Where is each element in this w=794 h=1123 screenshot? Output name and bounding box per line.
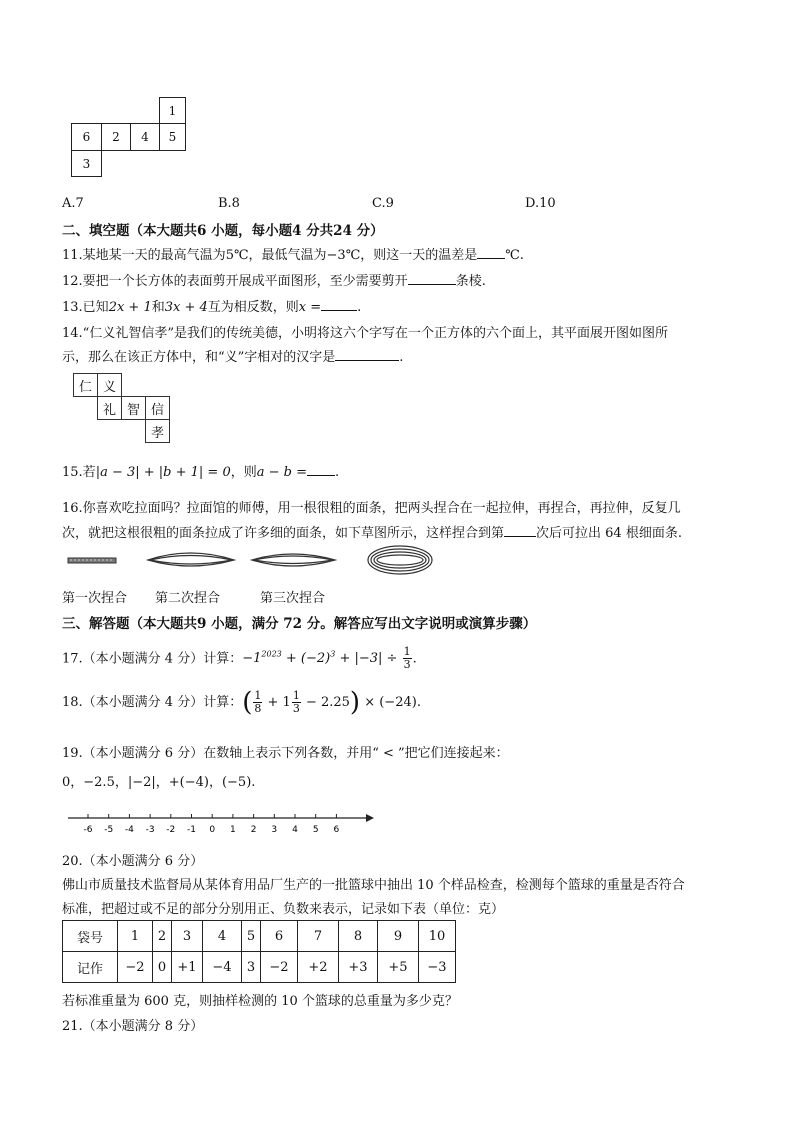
noodle-4-icon — [368, 546, 432, 574]
noodle-sketches — [60, 542, 450, 582]
number-line-label: 3 — [271, 825, 278, 835]
number-line-label: -6 — [83, 825, 93, 835]
table-cell: +5 — [378, 952, 419, 983]
caption-3: 第三次捏合 — [260, 591, 326, 606]
net-cell: 礼 — [97, 396, 122, 420]
table-row — [63, 952, 456, 983]
table-cell: 5 — [242, 921, 261, 952]
question-17: 17.（本小题满分 4 分）计算：$-1^{2023} + (-2)^3 + |-3|$ ÷ $\frac{1}{3}$ . — [62, 645, 417, 672]
section-title: 二、填空题（本大题共6 小题，每小题4 分共24 分） — [62, 223, 384, 239]
option-c: C.9 — [372, 196, 394, 211]
question-14-line1: 14.“仁义礼智信孝”是我们的传统美德，小明将这六个字写在一个正方体的六个面上，其平面展开图如图所 — [62, 326, 668, 341]
table-cell: 10 — [419, 921, 456, 952]
net-cell: 4 — [130, 123, 160, 151]
table-cell: 4 — [203, 921, 242, 952]
table-cell: +2 — [298, 952, 339, 983]
caption-2: 第二次捏合 — [155, 591, 221, 606]
caption-1: 第一次捏合 — [62, 591, 128, 606]
noodle-1-icon — [68, 558, 116, 563]
question-19-line1: 19.（本小题满分 6 分）在数轴上表示下列各数，并用“ < ”把它们连接起来： — [62, 746, 509, 761]
table-cell: +3 — [339, 952, 378, 983]
number-line-label: -2 — [166, 825, 176, 835]
number-line-label: -1 — [187, 825, 196, 835]
question-13: 13.已知2x + 1和3x + 4互为相反数，则x = . — [62, 296, 361, 315]
table-header: 袋号 — [63, 921, 118, 952]
net-cell: 仁 — [73, 373, 98, 397]
number-line-label: 1 — [230, 825, 236, 835]
table-cell: +1 — [172, 952, 203, 983]
table-cell: −4 — [203, 952, 242, 983]
table-cell: 0 — [153, 952, 172, 983]
question-14-line2: 示，那么在该正方体中，和“义”字相对的汉字是 . — [62, 346, 403, 365]
answer-blank[interactable] — [504, 523, 536, 537]
question-16-line2: 次，就把这根很粗的面条拉成了许多细的面条，如下草图所示，这样捏合到第 次后可拉出 64 根细面条. — [62, 522, 682, 541]
number-line — [60, 808, 380, 838]
net-cell: 5 — [159, 123, 186, 151]
net-cell: 3 — [71, 150, 102, 177]
number-line-label: 4 — [292, 825, 298, 835]
number-line-label: 0 — [209, 825, 216, 835]
answer-blank[interactable] — [335, 347, 399, 361]
net-cell: 6 — [71, 123, 102, 151]
question-19-line2: 0，−2.5，|−2|，+(−4)，(−5). — [62, 775, 256, 790]
number-line-label: -5 — [104, 825, 114, 835]
noodle-2-icon — [148, 553, 234, 566]
question-21-title: 21.（本小题满分 8 分） — [62, 1019, 204, 1034]
number-line-label: 2 — [250, 825, 257, 835]
data-table — [62, 920, 456, 983]
table-cell: 3 — [172, 921, 203, 952]
number-line-label: -3 — [145, 825, 155, 835]
answer-blank[interactable] — [307, 462, 335, 476]
net-cell: 信 — [145, 396, 170, 420]
question-20-line2: 标准，把超过或不足的部分分别用正、负数来表示，记录如下表（单位：克） — [62, 902, 505, 917]
table-cell: 2 — [153, 921, 172, 952]
net-cell: 1 — [159, 97, 186, 124]
question-16-line1: 16.你喜欢吃拉面吗？拉面馆的师傅，用一根很粗的面条，把两头捏合在一起拉伸，再捏合，再拉伸，反复几 — [62, 501, 681, 516]
answer-blank[interactable] — [408, 271, 456, 285]
table-cell: −3 — [419, 952, 456, 983]
net-cell: 义 — [97, 373, 122, 397]
number-line-label: 5 — [312, 825, 319, 835]
number-line-label: -4 — [124, 825, 134, 835]
answer-blank[interactable] — [321, 297, 357, 311]
table-cell: −2 — [118, 952, 153, 983]
table-header: 记作 — [63, 952, 118, 983]
question-12: 12.要把一个长方体的表面剪开展成平面图形，至少需要剪开 条棱. — [62, 270, 486, 289]
number-line-label: 6 — [333, 825, 340, 835]
question-18: 18.（本小题满分 4 分）计算：( $\frac{1}{8}$ + 1 $\frac{1}{3}$ − 2.25) × (−24). — [62, 687, 421, 718]
question-15: 15.若|a − 3| + |b + 1| = 0，则a − b = . — [62, 461, 339, 480]
option-d: D.10 — [525, 196, 556, 211]
table-cell: 8 — [339, 921, 378, 952]
option-b: B.8 — [218, 196, 240, 211]
net-cell: 2 — [101, 123, 131, 151]
arrow-icon — [366, 814, 374, 822]
table-cell: 1 — [118, 921, 153, 952]
table-cell: 6 — [261, 921, 298, 952]
question-11: 11.某地某一天的最高气温为5℃，最低气温为−3℃，则这一天的温差是 ℃. — [62, 244, 524, 263]
question-20-title: 20.（本小题满分 6 分） — [62, 854, 204, 869]
table-cell: 3 — [242, 952, 261, 983]
table-row — [63, 921, 456, 952]
noodle-3-icon — [252, 554, 335, 566]
question-20-line1: 佛山市质量技术监督局从某体育用品厂生产的一批篮球中抽出 10 个样品检查，检测每个篮球的重量是否符合 — [62, 878, 685, 893]
table-cell: −2 — [261, 952, 298, 983]
answer-blank[interactable] — [477, 245, 505, 259]
table-cell: 7 — [298, 921, 339, 952]
net-cell: 智 — [121, 396, 146, 420]
table-cell: 9 — [378, 921, 419, 952]
net-cell: 孝 — [145, 419, 170, 443]
section-title: 三、解答题（本大题共9 小题，满分 72 分。解答应写出文字说明或演算步骤） — [62, 616, 537, 632]
option-a: A.7 — [62, 196, 84, 211]
question-20-question: 若标准重量为 600 克，则抽样检测的 10 个篮球的总重量为多少克？ — [62, 994, 458, 1009]
